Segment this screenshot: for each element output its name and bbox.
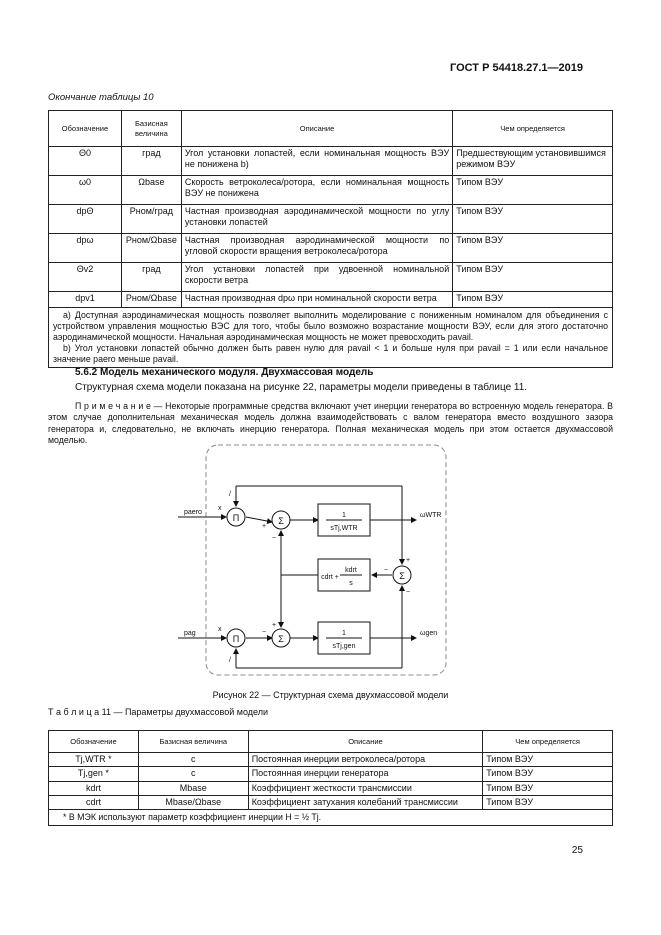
t11-footnote: * В МЭК используют параметр коэффициент инерции H = ½ Tj. xyxy=(49,810,613,826)
t11-sym: Tj,gen * xyxy=(49,767,139,781)
sign: − xyxy=(406,589,411,596)
t11-h-base: Базисная величина xyxy=(138,731,248,753)
sign: − xyxy=(262,629,267,636)
t11-base: Mbase/Ωbase xyxy=(138,795,248,809)
table-row xyxy=(49,176,613,205)
t11-sym: Tj,WTR * xyxy=(49,753,139,767)
t10-det: Типом ВЭУ xyxy=(453,263,613,292)
t10-footnote-a: a) Доступная аэродинамическая мощность позволяет выполнить моделирование с пониженным номиналом для объединения с устройством управления мощностью ВЭС для того, чтобы было возможно возрастание мощности ВЭУ, если для этого достаточно аэродинамической мощности. Начальная аэродинамическая мощность не может превосходить pavail. xyxy=(53,310,608,342)
t10-h-det: Чем определяется xyxy=(453,111,613,147)
blk-bot-den: sTj,gen xyxy=(332,643,356,650)
t11-det: Типом ВЭУ xyxy=(483,767,613,781)
t10-det: Типом ВЭУ xyxy=(453,205,613,234)
table-row xyxy=(49,781,613,795)
table-row xyxy=(49,205,613,234)
t10-desc: Частная производная dpω при номинальной скорости ветра xyxy=(181,292,452,308)
blk-mid-num: kdrt xyxy=(345,567,357,574)
t11-desc: Постоянная инерции генератора xyxy=(248,767,483,781)
t10-desc: Угол установки лопастей, если номинальная мощность ВЭУ не понижена b) xyxy=(181,147,452,176)
t11-h-det: Чем определяется xyxy=(483,731,613,753)
t11-sym: kdrt xyxy=(49,781,139,795)
t11-desc: Коэффициент затухания колебаний трансмиссии xyxy=(248,795,483,809)
t11-h-sym: Обозначение xyxy=(49,731,139,753)
table-row xyxy=(49,795,613,809)
t10-footnote-b: b) Угол установки лопастей обычно должен быть равен нулю для pavail < 1 и больше нуля при pavail = 1 или если начальное значение paero меньше pavail. xyxy=(53,342,608,364)
t10-desc: Частная производная аэродинамической мощности по углу установки лопастей xyxy=(181,205,452,234)
table10-caption: Окончание таблицы 10 xyxy=(48,92,154,103)
t10-det: Типом ВЭУ xyxy=(453,234,613,263)
two-mass-block-diagram xyxy=(170,442,470,682)
section-heading: 5.6.2 Модель механического модуля. Двухмассовая модель xyxy=(75,367,374,378)
table10 xyxy=(48,110,613,368)
t10-sym: ω0 xyxy=(49,176,122,205)
t10-h-sym: Обозначение xyxy=(49,111,122,147)
blk-top-num: 1 xyxy=(342,512,346,519)
t10-base: град xyxy=(121,263,181,292)
sign: + xyxy=(406,557,411,564)
output-wtr: ωWTR xyxy=(420,512,442,519)
sigma-label: Σ xyxy=(278,516,284,526)
t10-h-base: Базисная величина xyxy=(121,111,181,147)
t11-det: Типом ВЭУ xyxy=(483,795,613,809)
t10-sym: dpv1 xyxy=(49,292,122,308)
t10-base: град xyxy=(121,147,181,176)
pi-label: Π xyxy=(232,513,240,523)
t10-det: Предшествующим установившимся режимом ВЭУ xyxy=(453,147,613,176)
t11-det: Типом ВЭУ xyxy=(483,781,613,795)
document-header: ГОСТ Р 54418.27.1—2019 xyxy=(449,62,583,74)
table11 xyxy=(48,730,613,826)
t10-sym: dpΘ xyxy=(49,205,122,234)
table-row xyxy=(49,753,613,767)
t11-base: с xyxy=(138,767,248,781)
input-pag: pag xyxy=(184,630,196,637)
table-row xyxy=(49,147,613,176)
table-row xyxy=(49,767,613,781)
table-row xyxy=(49,292,613,308)
t11-sym: cdrt xyxy=(49,795,139,809)
table-row xyxy=(49,234,613,263)
t11-base: с xyxy=(138,753,248,767)
t10-sym: Θ0 xyxy=(49,147,122,176)
table-row xyxy=(49,263,613,292)
figure-caption: Рисунок 22 — Структурная схема двухмассовой модели xyxy=(212,690,449,700)
t10-sym: dpω xyxy=(49,234,122,263)
t11-desc: Коэффициент жесткости трансмиссии xyxy=(248,781,483,795)
t10-det: Типом ВЭУ xyxy=(453,176,613,205)
frac-symbol: / xyxy=(229,491,231,498)
t10-base: Pном/Ωbase xyxy=(121,234,181,263)
blk-mid-den: s xyxy=(349,580,353,587)
t11-det: Типом ВЭУ xyxy=(483,753,613,767)
sign: − xyxy=(272,535,277,542)
t10-base: Ωbase xyxy=(121,176,181,205)
blk-top-den: sTj,WTR xyxy=(330,525,358,532)
sign: − xyxy=(384,567,389,574)
sigma-label: Σ xyxy=(399,571,405,581)
t10-desc: Частная производная аэродинамической мощности по угловой скорости вращения ветроколеса/ротора xyxy=(181,234,452,263)
blk-bot-num: 1 xyxy=(342,630,346,637)
section-paragraph: Структурная схема модели показана на рисунке 22, параметры модели приведены в таблице 11. xyxy=(75,382,528,393)
page-number: 25 xyxy=(571,845,583,856)
pi-label: Π xyxy=(232,634,240,644)
sign: + xyxy=(272,622,277,629)
frac-symbol: / xyxy=(229,657,231,664)
t10-base: Pном/Ωbase xyxy=(121,292,181,308)
section-note: П р и м е ч а н и е — Некоторые программные средства включают учет инерции генератора во встроенную модель генератора. В этом случае дополнительная механическая модель должна взаимодействовать с валом генератора вместо воздушного зазора генератора и, следовательно, не включать инерцию генератора. Полная механическая модель при этом остается двухмассовой моделью. xyxy=(48,401,613,446)
t10-sym: Θv2 xyxy=(49,263,122,292)
input-paero: paero xyxy=(184,509,202,516)
sign: x xyxy=(218,505,222,512)
t10-desc: Скорость ветроколеса/ротора, если номинальная мощность ВЭУ не понижена xyxy=(181,176,452,205)
t10-base: Pном/град xyxy=(121,205,181,234)
t11-base: Mbase xyxy=(138,781,248,795)
sigma-label: Σ xyxy=(278,634,284,644)
t11-h-desc: Описание xyxy=(248,731,483,753)
t11-desc: Постоянная инерции ветроколеса/ротора xyxy=(248,753,483,767)
sign: x xyxy=(218,626,222,633)
t10-footnotes xyxy=(49,308,613,368)
output-gen: ωgen xyxy=(420,630,438,637)
t10-desc: Угол установки лопастей при удвоенной номинальной скорости ветра xyxy=(181,263,452,292)
blk-mid-left: cdrt + xyxy=(321,574,339,581)
sign: + xyxy=(262,523,267,530)
t10-h-desc: Описание xyxy=(181,111,452,147)
t10-det: Типом ВЭУ xyxy=(453,292,613,308)
table11-caption: Т а б л и ц а 11 — Параметры двухмассовой модели xyxy=(48,707,268,717)
